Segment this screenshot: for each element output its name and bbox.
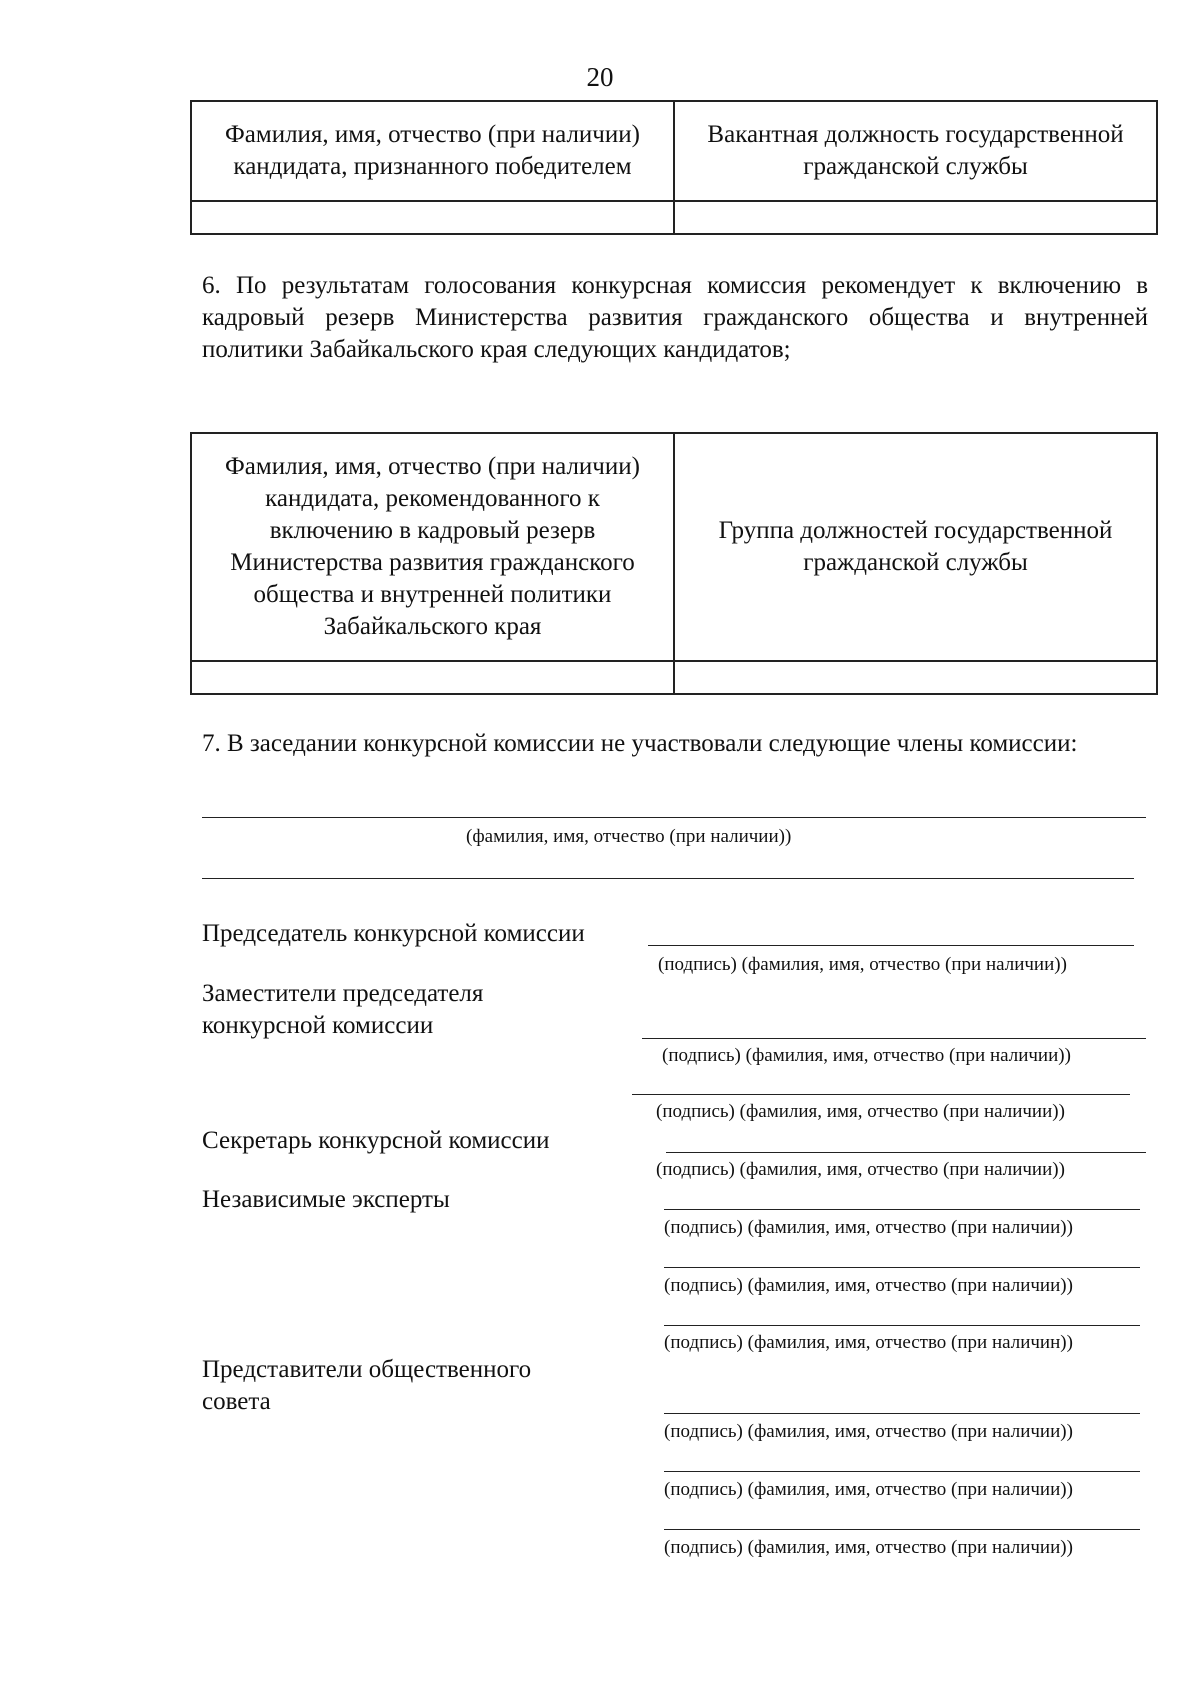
secretary-signature-caption: (подпись) (фамилия, имя, отчество (при наличии))	[656, 1159, 1065, 1180]
absent-members-line	[202, 817, 1146, 818]
absent-members-line-2	[202, 878, 1134, 879]
chair-label: Председатель конкурсной комиссии	[202, 920, 585, 947]
experts-label: Независимые эксперты	[202, 1186, 450, 1213]
deputy-1-signature-line	[642, 1038, 1146, 1039]
deputy-2-signature-caption: (подпись) (фамилия, имя, отчество (при наличии))	[656, 1101, 1065, 1122]
council-1-signature-line	[664, 1413, 1140, 1414]
expert-3-signature-line	[664, 1325, 1140, 1326]
expert-1-signature-caption: (подпись) (фамилия, имя, отчество (при наличии))	[664, 1217, 1073, 1238]
secretary-signature-line	[666, 1152, 1146, 1153]
council-1-signature-caption: (подпись) (фамилия, имя, отчество (при наличии))	[664, 1421, 1073, 1442]
expert-2-signature-line	[664, 1267, 1140, 1268]
winner-table-header-position: Вакантная должность государственной гражданской службы	[674, 101, 1157, 201]
expert-2-signature-caption: (подпись) (фамилия, имя, отчество (при наличии))	[664, 1275, 1073, 1296]
council-3-signature-line	[664, 1529, 1140, 1530]
page-number: 20	[586, 62, 614, 92]
winner-table-cell-empty	[674, 201, 1157, 234]
section-7-text: 7. В заседании конкурсной комиссии не участвовали следующие члены комиссии:	[202, 730, 1078, 757]
deputy-2-signature-line	[632, 1094, 1130, 1095]
section-6-text: 6. По результатам голосования конкурсная комиссия рекомендует к включению в кадровый резерв Министерства развития гражданского общества и внутренней политики Забайкальского края следующих кандидатов;	[202, 272, 1148, 363]
chair-signature-line	[648, 945, 1134, 946]
secretary-label: Секретарь конкурсной комиссии	[202, 1127, 550, 1154]
reserve-table-cell-empty	[191, 661, 674, 694]
absent-members-caption: (фамилия, имя, отчество (при наличии))	[466, 826, 792, 847]
winner-table	[190, 100, 1158, 235]
reserve-table	[190, 432, 1158, 695]
expert-3-signature-caption: (подпись) (фамилия, имя, отчество (при наличин))	[664, 1332, 1073, 1353]
council-3-signature-caption: (подпись) (фамилия, имя, отчество (при наличии))	[664, 1537, 1073, 1558]
council-2-signature-caption: (подпись) (фамилия, имя, отчество (при наличии))	[664, 1479, 1073, 1500]
reserve-table-header-candidate: Фамилия, имя, отчество (при наличии) кандидата, рекомендованного к включению в кадровый резерв Министерства развития гражданского общества и внутренней политики Забайкальского края	[191, 433, 674, 661]
chair-signature-caption: (подпись) (фамилия, имя, отчество (при наличии))	[658, 954, 1067, 975]
deputies-label: Заместители председателя конкурсной комиссии	[202, 980, 484, 1039]
winner-table-header-candidate: Фамилия, имя, отчество (при наличии) кандидата, признанного победителем	[191, 101, 674, 201]
expert-1-signature-line	[664, 1209, 1140, 1210]
reserve-table-cell-empty	[674, 661, 1157, 694]
reserve-table-header-group: Группа должностей государственной гражданской службы	[674, 433, 1157, 661]
council-2-signature-line	[664, 1471, 1140, 1472]
council-label: Представители общественного совета	[202, 1356, 532, 1415]
deputy-1-signature-caption: (подпись) (фамилия, имя, отчество (при наличии))	[662, 1045, 1071, 1066]
winner-table-cell-empty	[191, 201, 674, 234]
